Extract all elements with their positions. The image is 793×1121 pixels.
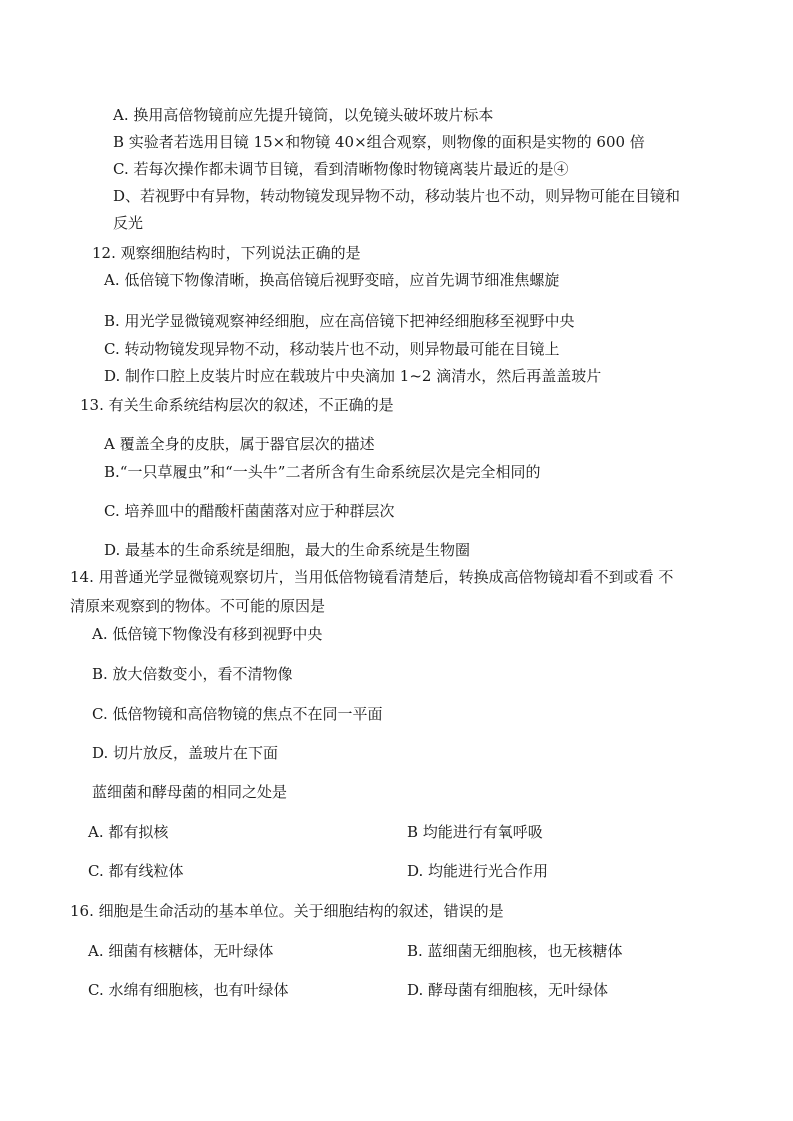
q11-option-d-line1: D、若视野中有异物，转动物镜发现异物不动，移动装片也不动，则异物可能在目镜和	[113, 187, 681, 205]
q13-option-d: D. 最基本的生命系统是细胞，最大的生命系统是生物圈	[104, 541, 471, 559]
q11-option-a: A. 换用高倍物镜前应先提升镜筒，以免镜头破坏玻片标本	[113, 106, 494, 124]
q12-option-d: D. 制作口腔上皮装片时应在载玻片中央滴加 1~2 滴清水，然后再盖盖玻片	[104, 367, 602, 385]
q11-option-d-line2: 反光	[113, 214, 144, 232]
q14-stem-line1: 14. 用普通光学显微镜观察切片，当用低倍物镜看清楚后，转换成高倍物镜却看不到或看 不	[70, 568, 674, 586]
q11-option-b: B 实验者若选用目镜 15×和物镜 40×组合观察，则物像的面积是实物的 600 倍	[113, 133, 645, 151]
q14-option-c: C. 低倍物镜和高倍物镜的焦点不在同一平面	[92, 705, 383, 723]
q15-option-d: D. 均能进行光合作用	[407, 862, 549, 880]
q16-option-a: A. 细菌有核糖体，无叶绿体	[88, 942, 274, 960]
q15-option-c: C. 都有线粒体	[88, 862, 184, 880]
q14-option-b: B. 放大倍数变小，看不清物像	[92, 665, 293, 683]
q12-option-c: C. 转动物镜发现异物不动，移动装片也不动，则异物最可能在目镜上	[104, 340, 560, 358]
q15-option-a: A. 都有拟核	[88, 823, 169, 841]
q13-stem: 13. 有关生命系统结构层次的叙述，不正确的是	[80, 396, 394, 414]
q14-option-a: A. 低倍镜下物像没有移到视野中央	[92, 625, 323, 643]
q12-stem: 12. 观察细胞结构时，下列说法正确的是	[92, 244, 361, 262]
q13-option-b: B.“一只草履虫”和“一头牛”二者所含有生命系统层次是完全相同的	[104, 463, 541, 481]
q14-stem-line2: 清原来观察到的物体。不可能的原因是	[70, 597, 326, 615]
q12-option-b: B. 用光学显微镜观察神经细胞，应在高倍镜下把神经细胞移至视野中央	[104, 312, 575, 330]
q16-stem: 16. 细胞是生命活动的基本单位。关于细胞结构的叙述，错误的是	[70, 902, 504, 920]
q12-option-a: A. 低倍镜下物像清晰，换高倍镜后视野变暗，应首先调节细准焦螺旋	[104, 271, 560, 289]
q13-option-a: A 覆盖全身的皮肤，属于器官层次的描述	[104, 435, 375, 453]
q16-option-c: C. 水绵有细胞核，也有叶绿体	[88, 981, 289, 999]
q13-option-c: C. 培养皿中的醋酸杆菌菌落对应于种群层次	[104, 502, 395, 520]
q16-option-d: D. 酵母菌有细胞核，无叶绿体	[407, 981, 609, 999]
q14-option-d: D. 切片放反，盖玻片在下面	[92, 744, 279, 762]
q15-stem: 蓝细菌和酵母菌的相同之处是	[92, 783, 288, 801]
q11-option-c: C. 若每次操作都未调节目镜，看到清晰物像时物镜离装片最近的是④	[113, 160, 569, 178]
q15-option-b: B 均能进行有氧呼吸	[407, 823, 543, 841]
q16-option-b: B. 蓝细菌无细胞核，也无核糖体	[407, 942, 623, 960]
